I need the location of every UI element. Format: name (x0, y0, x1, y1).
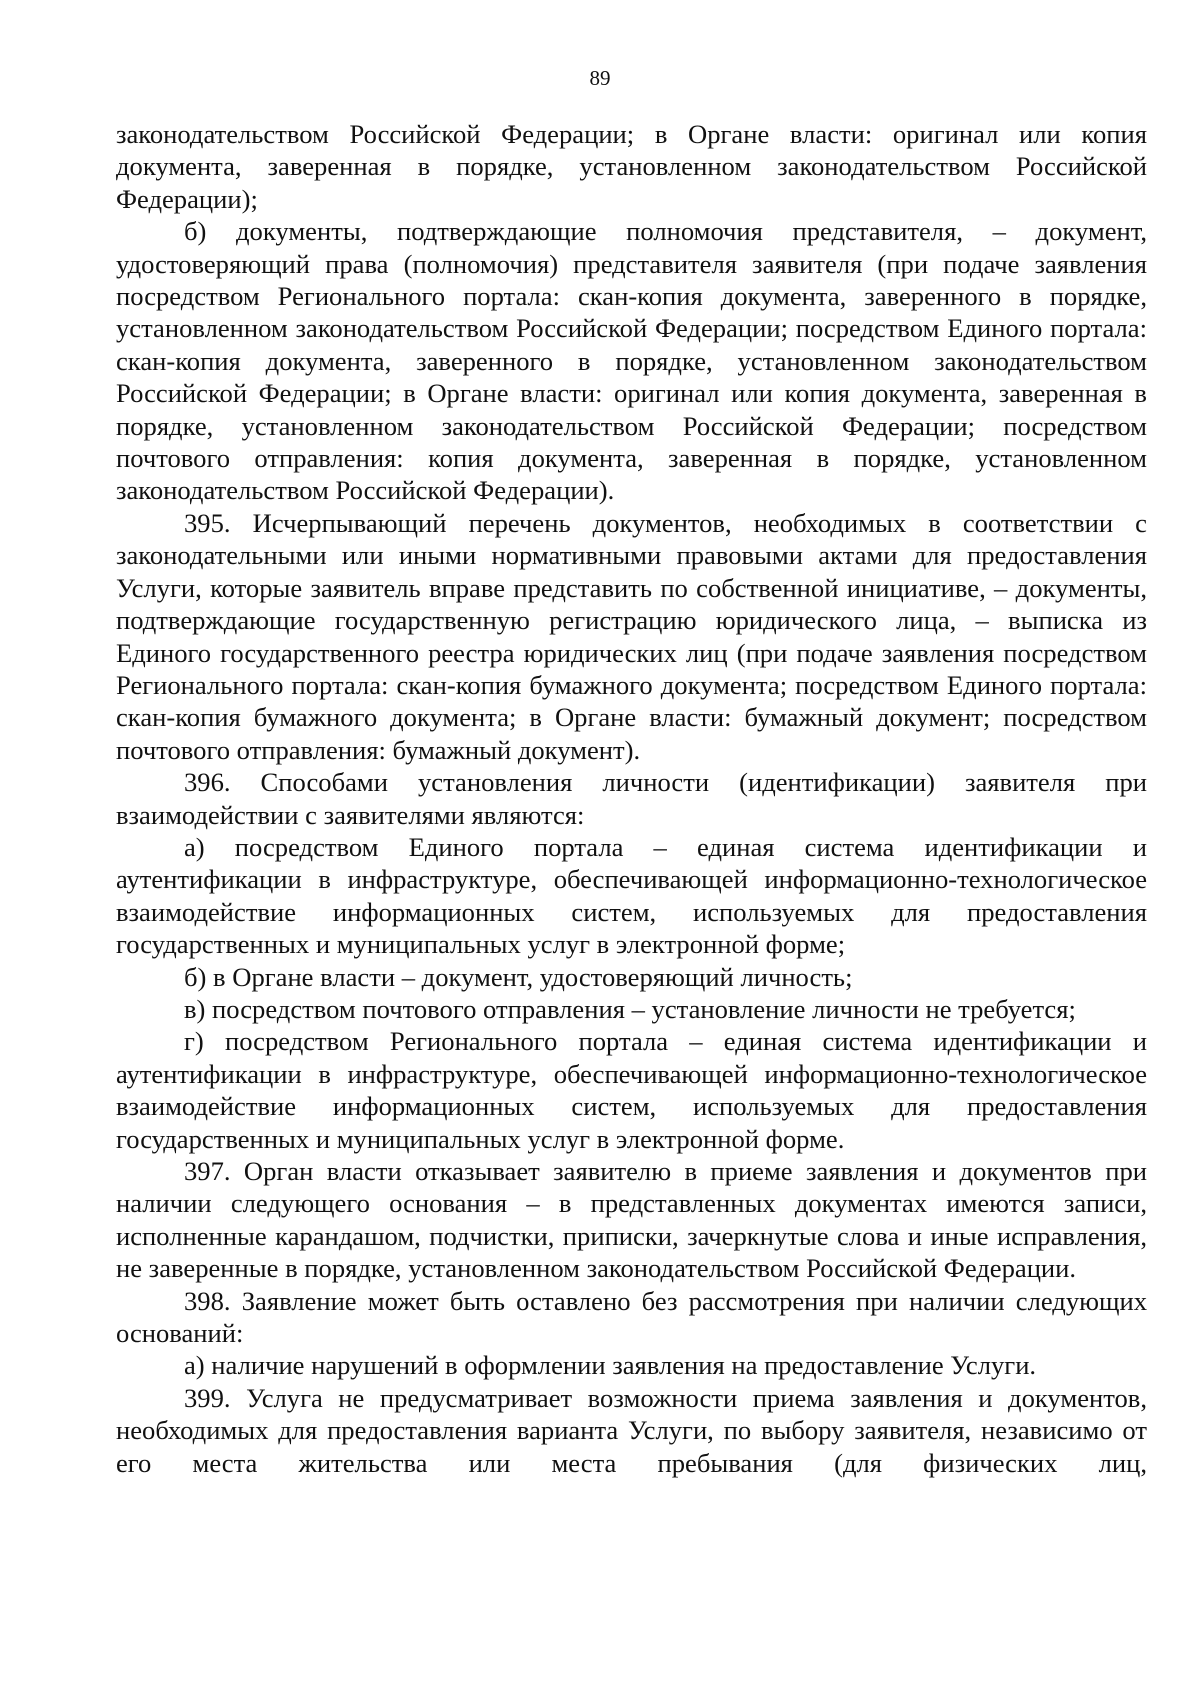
paragraph: г) посредством Регионального портала – единая система идентификации и аутентификации в инфраструктуре, обеспечивающей информационно-технологическое взаимодействие информационных систем, используемых для предоставления государственных и муниципальных услуг в электронной форме. (116, 1026, 1147, 1154)
body-text (116, 118, 1147, 1479)
paragraph: 397. Орган власти отказывает заявителю в приеме заявления и документов при наличии следующего основания – в представленных документах имеются записи, исполненные карандашом, подчистки, приписки, зачеркнутые слова и иные исправления, не заверенные в порядке, установленном законодательством Российской Федерации. (116, 1156, 1147, 1284)
paragraph: а) посредством Единого портала – единая система идентификации и аутентификации в инфраструктуре, обеспечивающей информационно-технологическое взаимодействие информационных систем, используемых для предоставления государственных и муниципальных услуг в электронной форме; (116, 831, 1147, 960)
paragraph: 395. Исчерпывающий перечень документов, необходимых в соответствии с законодательными или иными нормативными правовыми актами для предоставления Услуги, которые заявитель вправе представить по собственной инициативе, – документы, подтверждающие государственную регистрацию юридического лица, – выписка из Единого государственного реестра юридических лиц (при подаче заявления посредством Регионального портала: скан-копия бумажного документа; посредством Единого портала: скан-копия бумажного документа; в Органе власти: бумажный документ; посредством почтового отправления: бумажный документ). (116, 507, 1147, 765)
paragraph: а) наличие нарушений в оформлении заявления на предоставление Услуги. (184, 1350, 1037, 1381)
paragraph: б) в Органе власти – документ, удостоверяющий личность; (184, 961, 853, 992)
paragraph: в) посредством почтового отправления – установление личности не требуется; (184, 993, 1076, 1024)
page-number: 89 (589, 66, 611, 90)
paragraph: 396. Способами установления личности (идентификации) заявителя при взаимодействии с заявителями являются: (116, 767, 1147, 830)
paragraph: законодательством Российской Федерации; в Органе власти: оригинал или копия документа, заверенная в порядке, установленном законодательством Российской Федерации); (116, 119, 1147, 214)
paragraph: 398. Заявление может быть оставлено без рассмотрения при наличии следующих оснований: (116, 1285, 1147, 1349)
paragraph: б) документы, подтверждающие полномочия представителя, – документ, удостоверяющий права (полномочия) представителя заявителя (при подаче заявления посредством Регионального портала: скан-копия документа, заверенного в порядке, установленном законодательством Российской Федерации; посредством Единого портала: скан-копия документа, заверенного в порядке, установленном законодательством Российской Федерации; в Органе власти: оригинал или копия документа, заверенная в порядке, установленном законодательством Российской Федерации; посредством почтового отправления: копия документа, заверенная в порядке, установленном законодательством Российской Федерации). (116, 216, 1147, 506)
paragraph: 399. Услуга не предусматривает возможности приема заявления и документов, необходимых для предоставления варианта Услуги, по выбору заявителя, независимо от его места жительства или места пребывания (для физических лиц, (116, 1382, 1147, 1478)
